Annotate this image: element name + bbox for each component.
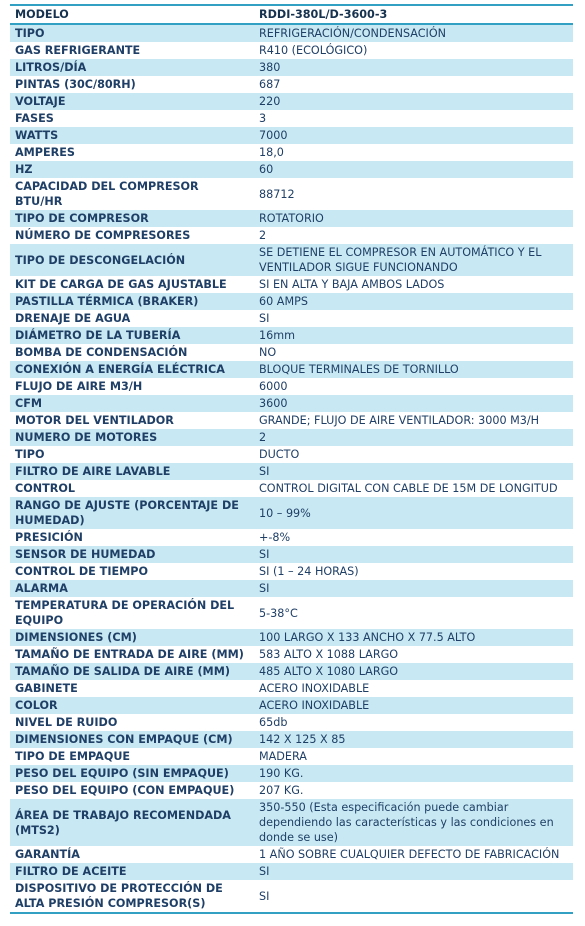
table-row bbox=[10, 663, 573, 680]
spec-label: CFM bbox=[10, 395, 254, 412]
table-row bbox=[10, 497, 573, 529]
spec-label: CONEXIÓN A ENERGÍA ELÉCTRICA bbox=[10, 361, 254, 378]
table-row bbox=[10, 110, 573, 127]
spec-value: 380 bbox=[254, 59, 573, 76]
spec-value: ROTATORIO bbox=[254, 210, 573, 227]
spec-label: TIPO DE COMPRESOR bbox=[10, 210, 254, 227]
spec-label: WATTS bbox=[10, 127, 254, 144]
table-row bbox=[10, 597, 573, 629]
table-row bbox=[10, 244, 573, 276]
spec-sheet bbox=[10, 4, 573, 914]
table-row bbox=[10, 429, 573, 446]
spec-value: CONTROL DIGITAL CON CABLE DE 15M DE LONGITUD bbox=[254, 480, 573, 497]
table-row bbox=[10, 76, 573, 93]
spec-label: TIPO bbox=[10, 24, 254, 42]
spec-label: RANGO DE AJUSTE (PORCENTAJE DE HUMEDAD) bbox=[10, 497, 254, 529]
header-value-cell: RDDI-380L/D-3600-3 bbox=[254, 5, 573, 24]
table-row bbox=[10, 178, 573, 210]
spec-value: SI bbox=[254, 880, 573, 913]
spec-label: TAMAÑO DE ENTRADA DE AIRE (MM) bbox=[10, 646, 254, 663]
table-row bbox=[10, 395, 573, 412]
spec-label: KIT DE CARGA DE GAS AJUSTABLE bbox=[10, 276, 254, 293]
table-row bbox=[10, 361, 573, 378]
spec-value: DUCTO bbox=[254, 446, 573, 463]
table-row bbox=[10, 863, 573, 880]
spec-label: CAPACIDAD DEL COMPRESOR BTU/HR bbox=[10, 178, 254, 210]
table-row bbox=[10, 646, 573, 663]
spec-label: MOTOR DEL VENTILADOR bbox=[10, 412, 254, 429]
spec-value: 65db bbox=[254, 714, 573, 731]
spec-value: 7000 bbox=[254, 127, 573, 144]
spec-label: FILTRO DE ACEITE bbox=[10, 863, 254, 880]
spec-label: FASES bbox=[10, 110, 254, 127]
table-row bbox=[10, 412, 573, 429]
spec-label: TIPO DE DESCONGELACIÓN bbox=[10, 244, 254, 276]
table-row bbox=[10, 580, 573, 597]
table-row bbox=[10, 144, 573, 161]
spec-label: TEMPERATURA DE OPERACIÓN DEL EQUIPO bbox=[10, 597, 254, 629]
spec-value: GRANDE; FLUJO DE AIRE VENTILADOR: 3000 M3/H bbox=[254, 412, 573, 429]
spec-value: 142 X 125 X 85 bbox=[254, 731, 573, 748]
header-key-cell: MODELO bbox=[10, 5, 254, 24]
table-header-row bbox=[10, 5, 573, 24]
spec-value: 2 bbox=[254, 227, 573, 244]
table-row bbox=[10, 463, 573, 480]
spec-value: 1 AÑO SOBRE CUALQUIER DEFECTO DE FABRICACIÓN bbox=[254, 846, 573, 863]
table-row bbox=[10, 799, 573, 846]
spec-label: SENSOR DE HUMEDAD bbox=[10, 546, 254, 563]
spec-value: 18,0 bbox=[254, 144, 573, 161]
spec-label: NUMERO DE MOTORES bbox=[10, 429, 254, 446]
spec-label: DISPOSITIVO DE PROTECCIÓN DE ALTA PRESIÓN COMPRESOR(S) bbox=[10, 880, 254, 913]
table-row bbox=[10, 344, 573, 361]
spec-value: SI bbox=[254, 310, 573, 327]
spec-label: COLOR bbox=[10, 697, 254, 714]
spec-value: REFRIGERACIÓN/CONDENSACIÓN bbox=[254, 24, 573, 42]
spec-label: GARANTÍA bbox=[10, 846, 254, 863]
spec-label: FLUJO DE AIRE M3/H bbox=[10, 378, 254, 395]
spec-value: R410 (ECOLÓGICO) bbox=[254, 42, 573, 59]
spec-value: BLOQUE TERMINALES DE TORNILLO bbox=[254, 361, 573, 378]
spec-value: 583 ALTO X 1088 LARGO bbox=[254, 646, 573, 663]
spec-label: NIVEL DE RUIDO bbox=[10, 714, 254, 731]
spec-label: DIÁMETRO DE LA TUBERÍA bbox=[10, 327, 254, 344]
table-row bbox=[10, 59, 573, 76]
table-row bbox=[10, 276, 573, 293]
spec-value: 6000 bbox=[254, 378, 573, 395]
spec-label: TIPO bbox=[10, 446, 254, 463]
table-row bbox=[10, 161, 573, 178]
spec-value: 88712 bbox=[254, 178, 573, 210]
table-row bbox=[10, 93, 573, 110]
spec-label: DRENAJE DE AGUA bbox=[10, 310, 254, 327]
table-row bbox=[10, 629, 573, 646]
spec-label: PESO DEL EQUIPO (SIN EMPAQUE) bbox=[10, 765, 254, 782]
table-row bbox=[10, 24, 573, 42]
table-row bbox=[10, 293, 573, 310]
spec-value: +-8% bbox=[254, 529, 573, 546]
spec-value: SI (1 – 24 HORAS) bbox=[254, 563, 573, 580]
spec-value: 60 AMPS bbox=[254, 293, 573, 310]
table-row bbox=[10, 765, 573, 782]
table-row bbox=[10, 327, 573, 344]
table-row bbox=[10, 731, 573, 748]
spec-value: 10 – 99% bbox=[254, 497, 573, 529]
spec-label: AMPERES bbox=[10, 144, 254, 161]
spec-label: GAS REFRIGERANTE bbox=[10, 42, 254, 59]
spec-label: TIPO DE EMPAQUE bbox=[10, 748, 254, 765]
table-row bbox=[10, 42, 573, 59]
spec-label: CONTROL bbox=[10, 480, 254, 497]
spec-label: LITROS/DÍA bbox=[10, 59, 254, 76]
table-row bbox=[10, 378, 573, 395]
spec-value: SE DETIENE EL COMPRESOR EN AUTOMÁTICO Y EL VENTILADOR SIGUE FUNCIONANDO bbox=[254, 244, 573, 276]
spec-value: NO bbox=[254, 344, 573, 361]
table-row bbox=[10, 680, 573, 697]
spec-value: SI bbox=[254, 580, 573, 597]
spec-value: 485 ALTO X 1080 LARGO bbox=[254, 663, 573, 680]
spec-value: 220 bbox=[254, 93, 573, 110]
spec-table-body bbox=[10, 5, 573, 913]
spec-label: ALARMA bbox=[10, 580, 254, 597]
spec-value: 190 KG. bbox=[254, 765, 573, 782]
spec-value: 3600 bbox=[254, 395, 573, 412]
spec-value: SI bbox=[254, 546, 573, 563]
spec-label: PINTAS (30C/80RH) bbox=[10, 76, 254, 93]
spec-value: SI bbox=[254, 463, 573, 480]
spec-value: SI EN ALTA Y BAJA AMBOS LADOS bbox=[254, 276, 573, 293]
spec-label: TAMAÑO DE SALIDA DE AIRE (MM) bbox=[10, 663, 254, 680]
table-row bbox=[10, 563, 573, 580]
spec-value: 687 bbox=[254, 76, 573, 93]
table-row bbox=[10, 210, 573, 227]
spec-label: CONTROL DE TIEMPO bbox=[10, 563, 254, 580]
table-row bbox=[10, 697, 573, 714]
spec-label: DIMENSIONES (CM) bbox=[10, 629, 254, 646]
table-row bbox=[10, 846, 573, 863]
spec-value: 3 bbox=[254, 110, 573, 127]
spec-value: 100 LARGO X 133 ANCHO X 77.5 ALTO bbox=[254, 629, 573, 646]
spec-label: NÚMERO DE COMPRESORES bbox=[10, 227, 254, 244]
spec-value: ACERO INOXIDABLE bbox=[254, 697, 573, 714]
spec-label: BOMBA DE CONDENSACIÓN bbox=[10, 344, 254, 361]
spec-label: PESO DEL EQUIPO (CON EMPAQUE) bbox=[10, 782, 254, 799]
spec-label: ÁREA DE TRABAJO RECOMENDADA (MTS2) bbox=[10, 799, 254, 846]
table-row bbox=[10, 127, 573, 144]
table-row bbox=[10, 227, 573, 244]
spec-value: 5-38°C bbox=[254, 597, 573, 629]
spec-label: PRESICIÓN bbox=[10, 529, 254, 546]
spec-label: GABINETE bbox=[10, 680, 254, 697]
table-row bbox=[10, 480, 573, 497]
spec-value: 16mm bbox=[254, 327, 573, 344]
spec-value: MADERA bbox=[254, 748, 573, 765]
spec-value: 207 KG. bbox=[254, 782, 573, 799]
table-row bbox=[10, 748, 573, 765]
spec-value: 60 bbox=[254, 161, 573, 178]
spec-value: SI bbox=[254, 863, 573, 880]
spec-value: 2 bbox=[254, 429, 573, 446]
spec-label: DIMENSIONES CON EMPAQUE (CM) bbox=[10, 731, 254, 748]
spec-label: VOLTAJE bbox=[10, 93, 254, 110]
spec-value: 350-550 (Esta especificación puede cambiar dependiendo las características y las condiciones en donde se use) bbox=[254, 799, 573, 846]
spec-label: FILTRO DE AIRE LAVABLE bbox=[10, 463, 254, 480]
spec-label: HZ bbox=[10, 161, 254, 178]
table-row bbox=[10, 310, 573, 327]
table-row bbox=[10, 782, 573, 799]
table-row bbox=[10, 546, 573, 563]
spec-table bbox=[10, 4, 573, 914]
table-row bbox=[10, 446, 573, 463]
table-row bbox=[10, 714, 573, 731]
table-row bbox=[10, 880, 573, 913]
spec-value: ACERO INOXIDABLE bbox=[254, 680, 573, 697]
spec-label: PASTILLA TÉRMICA (BRAKER) bbox=[10, 293, 254, 310]
table-row bbox=[10, 529, 573, 546]
